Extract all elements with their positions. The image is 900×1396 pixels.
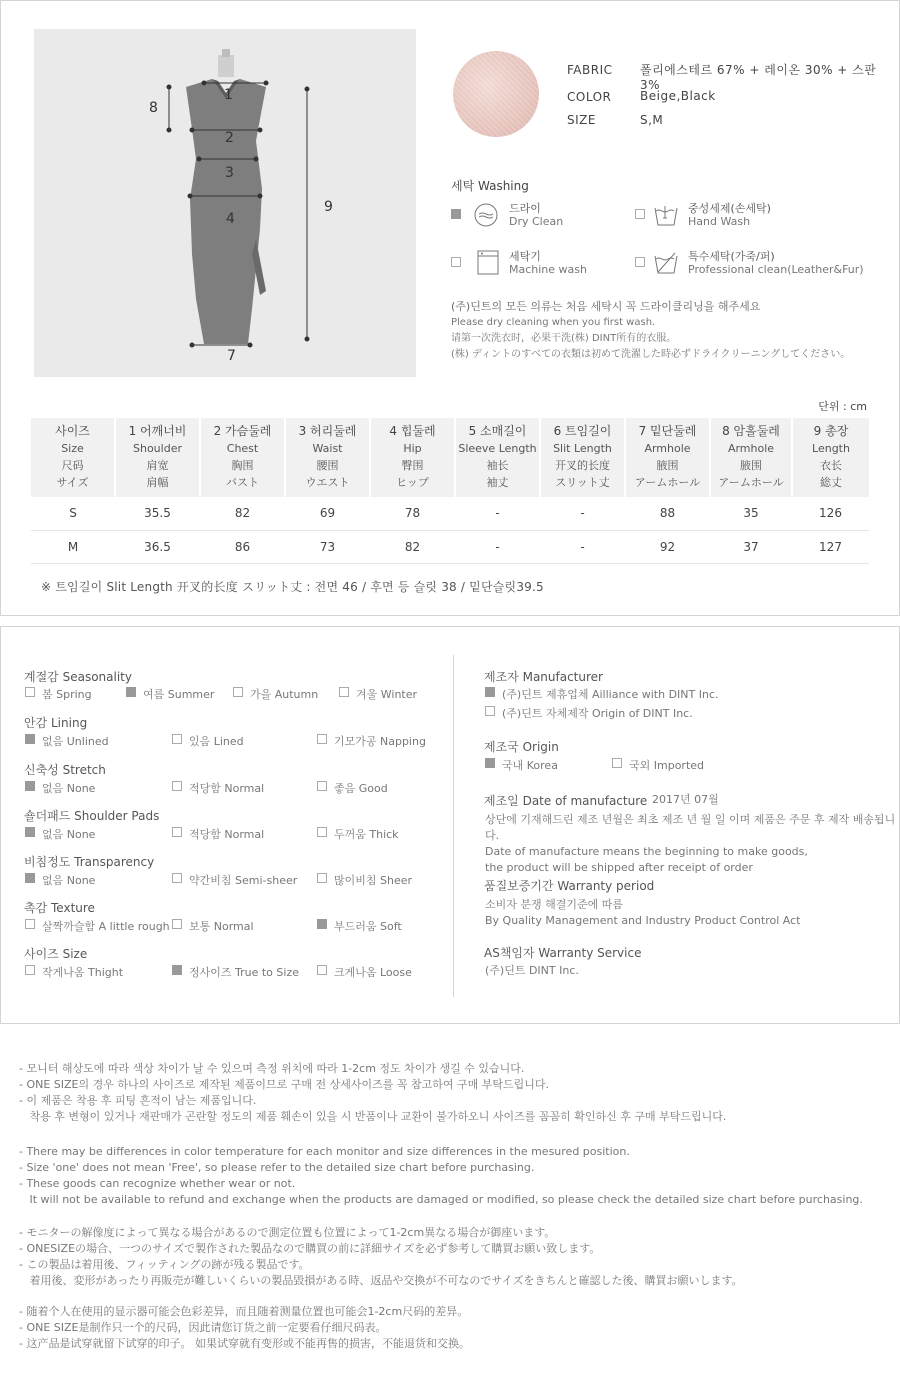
dry-clean-icon <box>473 202 499 228</box>
notice-line: - 모니터 해상도에 따라 색상 차이가 날 수 있으며 측정 위치에 따라 1-2cm 정도 차이가 생길 수 있습니다. <box>19 1062 525 1075</box>
option-stretch-none: 없음 None <box>25 780 95 796</box>
hand-wash-icon <box>653 202 679 228</box>
table-cell: 126 <box>792 497 869 530</box>
attr-title-texture: 촉감 Texture <box>24 901 95 915</box>
size-table-header-cell: 5 소매길이 Sleeve Length 袖长 袖丈 <box>455 418 540 497</box>
size-table <box>31 418 869 564</box>
manufacture-date-notes: 상단에 기재해드린 제조 년월은 최초 제조 년 월 일 이며 제품은 주문 후 제작 배송됩니다. Date of manufacture means the beginning to make goods, the product will be shipped after receipt of order <box>485 813 896 874</box>
notice-line: - この製品は着用後、フィッティングの跡が残る製品です。 <box>19 1258 310 1271</box>
option-lined: 있음 Lined <box>172 733 244 749</box>
size-unit: 단위 : cm <box>818 400 867 413</box>
size-label: SIZE <box>567 113 596 127</box>
measure-number-1: 1 <box>224 87 233 103</box>
washing-checkbox-hand-wash <box>635 209 645 219</box>
table-cell: 86 <box>200 530 285 563</box>
notice-line: - These goods can recognize whether wear or not. <box>19 1177 296 1190</box>
origin-title: 제조국 Origin <box>484 740 559 754</box>
attr-title-size: 사이즈 Size <box>24 947 88 961</box>
option-autumn: 가을 Autumn <box>233 686 318 702</box>
table-cell: 82 <box>370 530 455 563</box>
manufacturer-title: 제조자 Manufacturer <box>484 670 603 684</box>
notice-line: - ONE SIZE의 경우 하나의 사이즈로 제작된 제품이므로 구매 전 상세사이즈를 꼭 참고하여 구매 부탁드립니다. <box>19 1078 550 1091</box>
washing-title: 세탁 Washing <box>451 179 529 193</box>
manufacture-date-title: 제조일 Date of manufacture <box>484 794 648 808</box>
table-row <box>31 530 869 563</box>
washing-note-zh: 请第一次洗衣时，必果干洗(株) DINT所有的衣服。 <box>451 333 677 344</box>
option-origin-dint: (주)딘트 자체제작 Origin of DINT Inc. <box>485 705 693 721</box>
size-table-header-cell: 1 어깨너비 Shoulder 肩宽 肩幅 <box>115 418 200 497</box>
product-photo <box>34 29 416 377</box>
option-pads-thick: 두꺼움 Thick <box>317 826 399 842</box>
size-table-header-cell: 4 힙둘레 Hip 臀围 ヒップ <box>370 418 455 497</box>
fabric-swatch <box>453 51 539 137</box>
option-tight: 작게나옴 Thight <box>25 964 123 980</box>
option-texture-normal: 보통 Normal <box>172 918 254 934</box>
option-imported: 국외 Imported <box>612 757 704 773</box>
table-row <box>31 497 869 530</box>
notice-line: - 这产品是试穿就留下试穿的印子。 如果试穿就有变形或不能再售的损害，不能退货和交换。 <box>19 1337 470 1350</box>
attr-title-seasonality: 계절감 Seasonality <box>24 670 132 684</box>
notice-line: 着用後、変形があったり再販売が難しいくらいの製品毀損がある時、返品や交換が不可なのでサイズをきちんと確認した後、購買お願いします。 <box>19 1274 743 1287</box>
option-pads-none: 없음 None <box>25 826 95 842</box>
option-stretch-good: 좋음 Good <box>317 780 388 796</box>
washing-note-en: Please dry cleaning when you first wash. <box>451 317 656 328</box>
product-info-panel <box>0 0 900 616</box>
washing-notes <box>451 299 850 363</box>
notice-line: - There may be differences in color temperature for each monitor and size differences in the mesured position. <box>19 1145 630 1158</box>
option-soft: 부드러움 Soft <box>317 918 402 934</box>
measure-number-8: 8 <box>149 100 158 116</box>
size-table-header-cell: 2 가슴둘레 Chest 胸围 バスト <box>200 418 285 497</box>
as-service-title: AS책임자 Warranty Service <box>484 946 642 960</box>
manufacture-date-value: 2017년 07월 <box>652 793 719 806</box>
table-cell: M <box>31 530 115 563</box>
table-cell: 92 <box>625 530 710 563</box>
attr-title-shoulder-pads: 숄더패드 Shoulder Pads <box>24 809 160 823</box>
option-unlined: 없음 Unlined <box>25 733 109 749</box>
warranty-notes: 소비자 분쟁 해결기준에 따름 By Quality Management and Industry Product Control Act <box>485 898 801 927</box>
mannequin-top <box>222 49 230 57</box>
notice-line: - 이 제품은 착용 후 피팅 흔적이 남는 제품입니다. <box>19 1094 257 1107</box>
washing-label-dry-clean: 드라이 Dry Clean <box>509 202 564 228</box>
option-alliance: (주)딘트 제휴업체 Ailliance with DINT Inc. <box>485 686 719 702</box>
size-table-header-cell: 8 암홀둘레 Armhole 腋围 アームホール <box>710 418 792 497</box>
size-table-header-cell: 7 밑단둘레 Armhole 腋围 アームホール <box>625 418 710 497</box>
option-stretch-normal: 적당함 Normal <box>172 780 264 796</box>
washing-checkbox-dry-clean <box>451 209 461 219</box>
attr-title-transparency: 비침정도 Transparency <box>24 855 155 869</box>
table-cell: - <box>540 497 625 530</box>
option-semi-sheer: 약간비침 Semi-sheer <box>172 872 297 888</box>
column-divider <box>453 655 454 997</box>
table-cell: S <box>31 497 115 530</box>
option-napping: 기모가공 Napping <box>317 733 426 749</box>
option-transparency-none: 없음 None <box>25 872 95 888</box>
washing-note-ja: (株) ディントのすべての衣類は初めて洗濯した時必ずドライクリーニングしてください。 <box>451 349 851 360</box>
option-true-to-size: 정사이즈 True to Size <box>172 964 299 980</box>
table-cell: 73 <box>285 530 370 563</box>
fabric-value: 폴리에스테르 67% + 레이온 30% + 스판 3% <box>640 63 877 92</box>
fabric-label: FABRIC <box>567 63 613 77</box>
measure-number-4: 4 <box>226 211 235 227</box>
table-cell: 37 <box>710 530 792 563</box>
size-table-header-cell: 6 트임길이 Slit Length 开叉的长度 スリット丈 <box>540 418 625 497</box>
measure-number-3: 3 <box>225 165 234 181</box>
mannequin-neck <box>218 55 234 77</box>
table-cell: - <box>540 530 625 563</box>
washing-label-machine-wash: 세탁기 Machine wash <box>509 250 587 276</box>
color-label: COLOR <box>567 90 612 104</box>
slit-length-note: ※ 트임길이 Slit Length 开叉的长度 スリット丈 : 전면 46 / 후면 등 슬릿 38 / 밑단슬릿39.5 <box>41 580 544 594</box>
professional-clean-icon <box>653 250 679 276</box>
size-table-header-cell: 사이즈 Size 尺码 サイズ <box>31 418 115 497</box>
washing-label-hand-wash: 중성세제(손세탁) Hand Wash <box>688 202 771 228</box>
option-rough: 살짝까슬함 A little rough <box>25 918 170 934</box>
table-cell: - <box>455 530 540 563</box>
option-winter: 겨울 Winter <box>339 686 417 702</box>
measure-number-7: 7 <box>227 348 236 364</box>
washing-checkbox-professional-clean <box>635 257 645 267</box>
notice-line: - Size 'one' does not mean 'Free', so please refer to the detailed size chart before purchasing. <box>19 1161 535 1174</box>
table-cell: - <box>455 497 540 530</box>
option-spring: 봄 Spring <box>25 686 92 702</box>
notice-line: - ONESIZEの場合、一つのサイズで製作された製品なので購買の前に詳細サイズを必ず参考して購買お願い致します。 <box>19 1242 601 1255</box>
washing-label-professional-clean: 특수세탁(가죽/퍼) Professional clean(Leather&Fur) <box>688 250 864 276</box>
option-pads-normal: 적당함 Normal <box>172 826 264 842</box>
notice-line: It will not be available to refund and exchange when the products are damaged or modified, so please check the detailed size chart before purchasing. <box>19 1193 863 1206</box>
table-cell: 78 <box>370 497 455 530</box>
notice-line: 착용 후 변형이 있거나 재판매가 곤란할 정도의 제품 훼손이 있을 시 반품이나 교환이 불가하오니 사이즈를 꼼꼼히 확인하신 후 구매 부탁드립니다. <box>19 1110 727 1123</box>
size-table-header-cell: 3 허리둘레 Waist 腰围 ウエスト <box>285 418 370 497</box>
measure-number-9: 9 <box>324 199 333 215</box>
table-cell: 69 <box>285 497 370 530</box>
option-summer: 여름 Summer <box>126 686 214 702</box>
option-loose: 크게나옴 Loose <box>317 964 412 980</box>
table-cell: 35 <box>710 497 792 530</box>
warranty-title: 품질보증기간 Warranty period <box>484 879 655 893</box>
table-cell: 127 <box>792 530 869 563</box>
table-cell: 36.5 <box>115 530 200 563</box>
notice-line: - モニターの解像度によって異なる場合があるので測定位置も位置によって1-2cm異なる場合が御座います。 <box>19 1226 556 1239</box>
notice-line: - 随着个人在使用的显示器可能会色彩差异，而且随着测量位置也可能会1-2cm尺码的差异。 <box>19 1305 469 1318</box>
washing-note-ko: (주)딘트의 모든 의류는 처음 세탁시 꼭 드라이클리닝을 해주세요 <box>451 300 761 313</box>
option-sheer: 많이비침 Sheer <box>317 872 412 888</box>
notice-line: - ONE SIZE是制作只一个的尺码，因此请您订货之前一定要看仔细尺码表。 <box>19 1321 387 1334</box>
option-korea: 국내 Korea <box>485 757 558 773</box>
measure-number-2: 2 <box>225 130 234 146</box>
table-cell: 88 <box>625 497 710 530</box>
attr-title-stretch: 신축성 Stretch <box>24 763 106 777</box>
as-service-value: (주)딘트 DINT Inc. <box>485 964 579 977</box>
table-cell: 82 <box>200 497 285 530</box>
size-table-header-cell: 9 총장 Length 衣长 総丈 <box>792 418 869 497</box>
color-value: Beige,Black <box>640 89 716 103</box>
product-attributes-panel <box>0 626 900 1024</box>
washing-checkbox-machine-wash <box>451 257 461 267</box>
size-table-header <box>31 418 869 497</box>
attr-title-lining: 안감 Lining <box>24 716 88 730</box>
size-value: S,M <box>640 113 664 127</box>
table-cell: 35.5 <box>115 497 200 530</box>
dress-measurement-diagram <box>34 29 416 377</box>
machine-wash-icon <box>475 249 501 275</box>
